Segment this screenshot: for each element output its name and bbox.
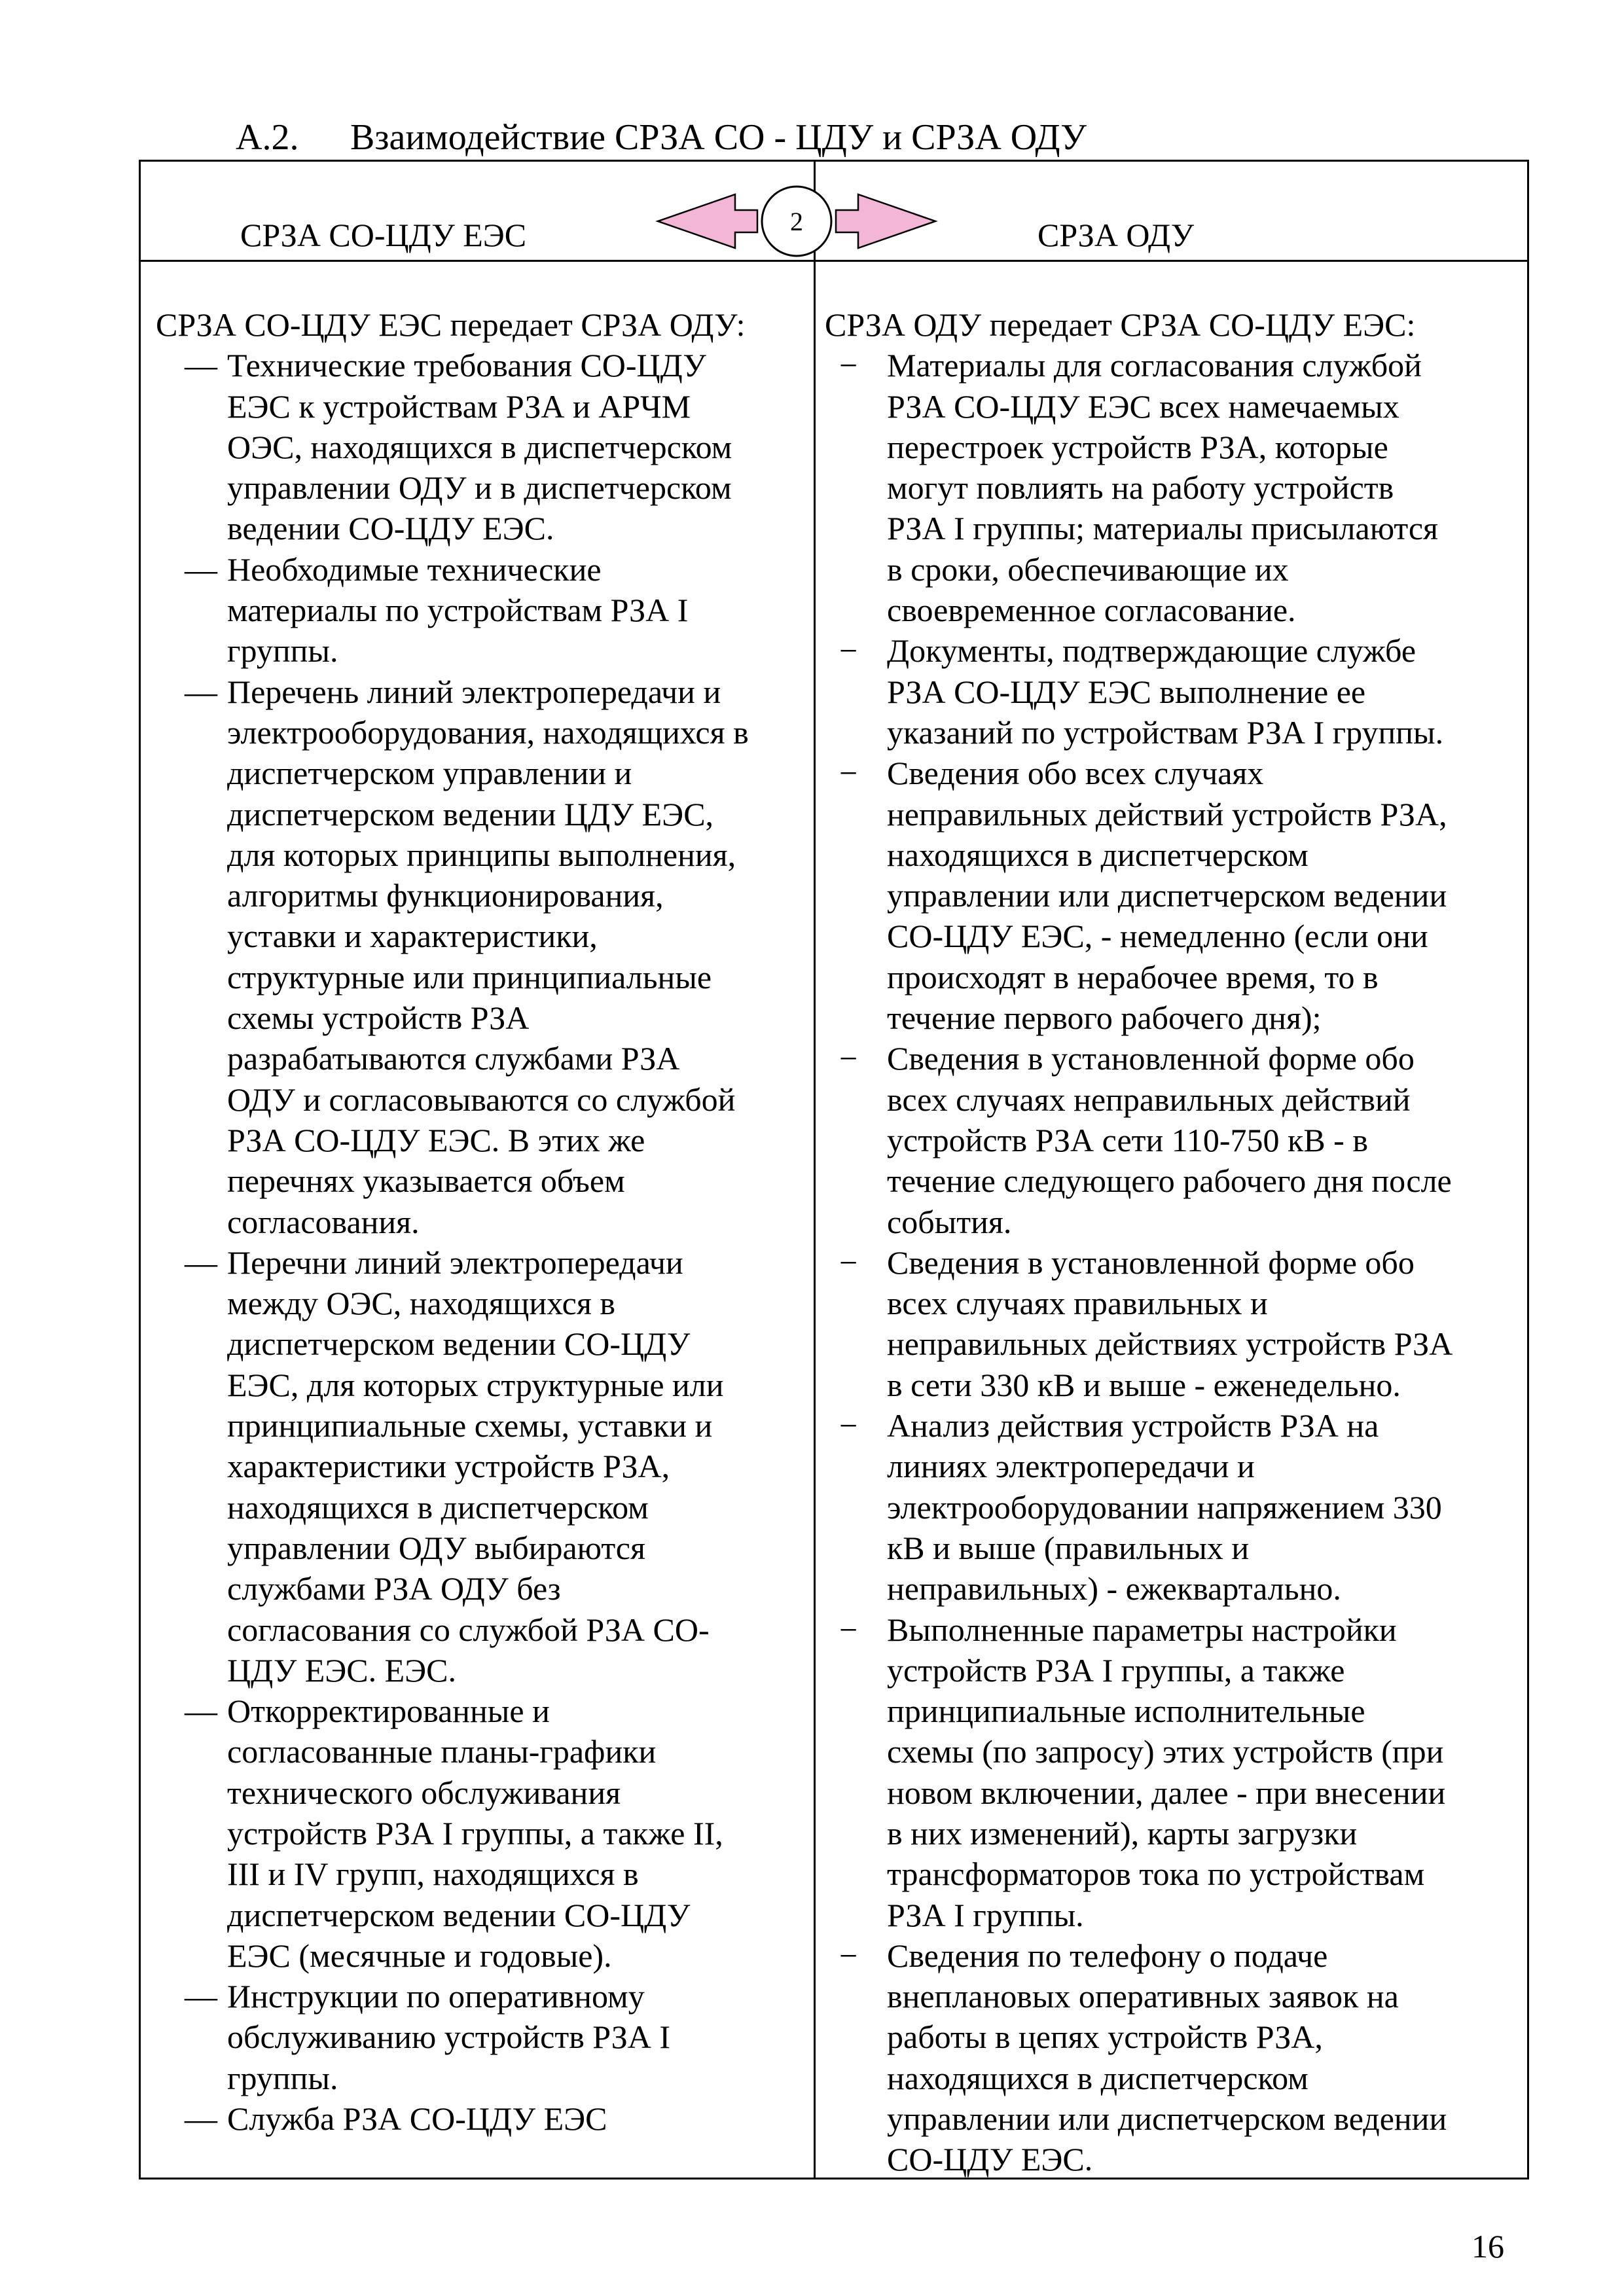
left-item-line: находящихся в диспетчерском xyxy=(227,1488,649,1526)
left-item-line: управлении ОДУ выбираются xyxy=(227,1529,645,1566)
left-item-line: согласования. xyxy=(227,1203,420,1240)
left-item-line: между ОЭС, находящихся в xyxy=(227,1285,615,1322)
right-item-line: РЗА I группы. xyxy=(887,1896,1084,1933)
right-list-item xyxy=(825,1609,1525,1935)
right-item-line: события. xyxy=(887,1203,1012,1240)
right-item-line: управлении или диспетчерском ведении xyxy=(887,2100,1447,2138)
right-item-line: принципиальные исполнительные xyxy=(887,1693,1365,1730)
left-column-intro: СРЗА СО-ЦДУ ЕЭС передает СРЗА ОДУ: xyxy=(156,306,746,343)
right-item-line: внеплановых оперативных заявок на xyxy=(887,1978,1399,2015)
left-item-line: уставки и характеристики, xyxy=(227,918,598,955)
right-item-line: Сведения по телефону о подаче xyxy=(887,1937,1328,1974)
left-item-list xyxy=(156,345,810,2139)
section-number: А.2. xyxy=(236,117,299,158)
bullet-dash: − xyxy=(839,755,858,792)
left-arrow-shape xyxy=(658,194,757,248)
section-title: Взаимодействие СРЗА СО - ЦДУ и СРЗА ОДУ xyxy=(350,117,1087,158)
bullet-dash: — xyxy=(185,1244,217,1281)
right-item-line: Сведения обо всех случаях xyxy=(887,755,1264,792)
right-item-line: в сети 330 кВ и выше - еженедельно. xyxy=(887,1366,1401,1403)
left-list-item xyxy=(156,672,810,1242)
right-item-line: находящихся в диспетчерском xyxy=(887,2059,1308,2096)
left-item-line: структурные или принципиальные xyxy=(227,958,712,996)
right-column-content xyxy=(825,304,1525,2180)
right-item-line: схемы (по запросу) этих устройств (при xyxy=(887,1733,1444,1770)
right-item-line: своевременное согласование. xyxy=(887,592,1296,629)
left-column-content xyxy=(156,304,810,2139)
left-item-line: ЕЭС к устройствам РЗА и АРЧМ xyxy=(227,387,691,425)
right-item-line: РЗА СО-ЦДУ ЕЭС выполнение ее xyxy=(887,673,1366,710)
left-list-item xyxy=(156,1242,810,1691)
right-list-item xyxy=(825,345,1525,630)
left-item-line: Технические требования СО-ЦДУ xyxy=(227,347,706,384)
left-item-line: группы. xyxy=(227,632,338,670)
left-item-line: Откорректированные и xyxy=(227,1693,550,1730)
right-item-line: управлении или диспетчерском ведении xyxy=(887,877,1447,914)
bullet-dash: — xyxy=(185,2100,217,2138)
right-item-line: происходят в нерабочее время, то в xyxy=(887,958,1379,996)
right-item-line: в них изменений), карты загрузки xyxy=(887,1814,1358,1852)
right-item-line: работы в цепях устройств РЗА, xyxy=(887,2018,1323,2056)
two-way-arrow-icon xyxy=(653,185,941,257)
right-item-line: неправильных действий устройств РЗА, xyxy=(887,795,1447,833)
left-item-line: характеристики устройств РЗА, xyxy=(227,1448,670,1485)
left-item-line: согласованные планы-графики xyxy=(227,1733,657,1770)
left-item-line: РЗА СО-ЦДУ ЕЭС. В этих же xyxy=(227,1121,645,1158)
right-item-line: Документы, подтверждающие службе xyxy=(887,632,1416,670)
right-item-line: РЗА СО-ЦДУ ЕЭС всех намечаемых xyxy=(887,387,1399,425)
right-item-line: РЗА I группы; материалы присылаются xyxy=(887,510,1439,547)
bullet-dash: — xyxy=(185,550,217,588)
left-item-line: Инструкции по оперативному xyxy=(227,1978,645,2015)
left-item-line: перечнях указывается объем xyxy=(227,1162,625,1200)
right-item-line: всех случаях правильных и xyxy=(887,1285,1268,1322)
left-list-item xyxy=(156,549,810,672)
left-list-item xyxy=(156,2098,810,2139)
interaction-table xyxy=(139,160,1529,2179)
bullet-dash: — xyxy=(185,1693,217,1730)
left-list-item xyxy=(156,1976,810,2098)
left-item-line: согласования со службой РЗА СО- xyxy=(227,1611,710,1648)
right-item-line: новом включении, далее - при внесении xyxy=(887,1774,1446,1811)
right-item-line: устройств РЗА I группы, а также xyxy=(887,1651,1345,1689)
left-item-line: Перечень линий электропередачи и xyxy=(227,673,721,710)
left-item-line: ОЭС, находящихся в диспетчерском xyxy=(227,428,732,465)
left-item-line: ЦДУ ЕЭС. ЕЭС. xyxy=(227,1651,457,1689)
left-item-line: электрооборудования, находящихся в xyxy=(227,713,749,751)
bullet-dash: — xyxy=(185,673,217,710)
right-item-line: Выполненные параметры настройки xyxy=(887,1611,1397,1648)
right-list-item xyxy=(825,630,1525,753)
left-item-line: управлении ОДУ и в диспетчерском xyxy=(227,469,732,507)
right-item-line: СО-ЦДУ ЕЭС, - немедленно (если они xyxy=(887,918,1428,955)
left-item-line: Перечни линий электропередачи xyxy=(227,1244,683,1281)
right-item-line: кВ и выше (правильных и xyxy=(887,1529,1250,1566)
left-item-line: ЕЭС (месячные и годовые). xyxy=(227,1937,612,1974)
left-item-line: группы. xyxy=(227,2059,338,2096)
left-item-line: разрабатываются службами РЗА xyxy=(227,1040,680,1077)
right-item-line: течение первого рабочего дня); xyxy=(887,999,1322,1037)
bullet-dash: − xyxy=(839,1407,858,1444)
section-heading xyxy=(236,115,1087,160)
right-item-line: в сроки, обеспечивающие их xyxy=(887,550,1289,588)
right-arrow-shape xyxy=(836,194,935,248)
left-list-item xyxy=(156,345,810,548)
right-item-line: Сведения в установленной форме обо xyxy=(887,1040,1415,1077)
left-item-line: службами РЗА ОДУ без xyxy=(227,1570,561,1607)
bullet-dash: — xyxy=(185,347,217,384)
right-item-line: всех случаях неправильных действий xyxy=(887,1081,1411,1118)
connector-number: 2 xyxy=(790,207,803,236)
left-item-line: Необходимые технические xyxy=(227,550,602,588)
left-item-line: схемы устройств РЗА xyxy=(227,999,530,1037)
bullet-dash: − xyxy=(839,1937,858,1974)
left-item-line: III и IV групп, находящихся в xyxy=(227,1856,639,1893)
right-column-header: СРЗА ОДУ xyxy=(1038,217,1195,253)
right-item-line: Сведения в установленной форме обо xyxy=(887,1244,1415,1281)
right-item-line: СО-ЦДУ ЕЭС. xyxy=(887,2141,1093,2178)
right-item-list xyxy=(825,345,1525,2179)
left-item-line: ведении СО-ЦДУ ЕЭС. xyxy=(227,510,554,547)
left-item-line: ЕЭС, для которых структурные или xyxy=(227,1366,724,1403)
right-list-item xyxy=(825,1935,1525,2180)
left-item-line: алгоритмы функционирования, xyxy=(227,877,664,914)
left-item-line: диспетчерском ведении СО-ЦДУ xyxy=(227,1896,691,1933)
left-item-line: технического обслуживания xyxy=(227,1774,621,1811)
right-item-line: перестроек устройств РЗА, которые xyxy=(887,428,1388,465)
left-item-line: диспетчерском ведении ЦДУ ЕЭС, xyxy=(227,795,714,833)
bullet-dash: − xyxy=(839,1244,858,1281)
bullet-dash: − xyxy=(839,347,858,384)
bullet-dash: − xyxy=(839,632,858,670)
right-item-line: указаний по устройствам РЗА I группы. xyxy=(887,713,1444,751)
right-item-line: Анализ действия устройств РЗА на xyxy=(887,1407,1379,1444)
right-column-intro: СРЗА ОДУ передает СРЗА СО-ЦДУ ЕЭС: xyxy=(825,306,1416,343)
header-divider xyxy=(141,260,1527,262)
right-item-line: Материалы для согласования службой xyxy=(887,347,1422,384)
right-list-item xyxy=(825,1038,1525,1242)
left-column-header: СРЗА СО-ЦДУ ЕЭС xyxy=(240,217,527,253)
page-number: 16 xyxy=(1471,2228,1504,2265)
right-item-line: линиях электропередачи и xyxy=(887,1448,1255,1485)
right-list-item xyxy=(825,1405,1525,1609)
right-item-line: электрооборудовании напряжением 330 xyxy=(887,1488,1442,1526)
right-item-line: неправильных) - ежеквартально. xyxy=(887,1570,1341,1607)
bullet-dash: − xyxy=(839,1040,858,1077)
left-item-line: обслуживанию устройств РЗА I xyxy=(227,2018,671,2056)
right-item-line: устройств РЗА сети 110-750 кВ - в xyxy=(887,1121,1368,1158)
left-item-line: материалы по устройствам РЗА I xyxy=(227,592,689,629)
bullet-dash: − xyxy=(839,1611,858,1648)
left-list-item xyxy=(156,1691,810,1976)
right-item-line: течение следующего рабочего дня после xyxy=(887,1162,1452,1200)
right-list-item xyxy=(825,753,1525,1038)
left-item-line: принципиальные схемы, уставки и xyxy=(227,1407,713,1444)
right-list-item xyxy=(825,1242,1525,1405)
column-divider xyxy=(814,162,816,2178)
left-item-line: устройств РЗА I группы, а также II, xyxy=(227,1814,723,1852)
right-item-line: неправильных действиях устройств РЗА xyxy=(887,1325,1453,1363)
left-item-line: диспетчерском управлении и xyxy=(227,755,632,792)
bullet-dash: — xyxy=(185,1978,217,2015)
right-item-line: находящихся в диспетчерском xyxy=(887,836,1308,873)
left-item-line: для которых принципы выполнения, xyxy=(227,836,736,873)
right-item-line: могут повлиять на работу устройств xyxy=(887,469,1394,507)
left-item-line: Служба РЗА СО-ЦДУ ЕЭС xyxy=(227,2100,607,2138)
left-item-line: ОДУ и согласовываются со службой xyxy=(227,1081,736,1118)
left-item-line: диспетчерском ведении СО-ЦДУ xyxy=(227,1325,691,1363)
right-item-line: трансформаторов тока по устройствам xyxy=(887,1856,1425,1893)
